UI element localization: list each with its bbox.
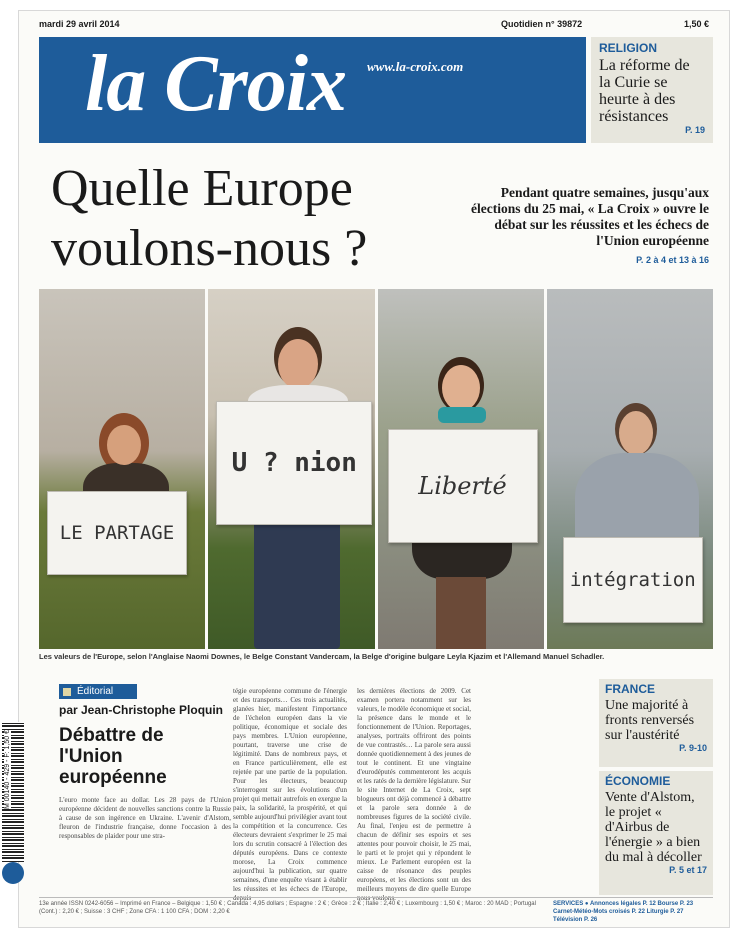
barcode-text: M 00140 - 429 - F: 1,50 € xyxy=(4,730,11,809)
footer-prices: 13e année ISSN 0242-6056 – Imprimé en France – Belgique : 1,50 € ; Canada : 4,95 dollars ; Espagne : 2 € ; Grèce : 2 € ; Italie : 2,40 € ; Luxembourg : 1,50 € ; Maroc : 20 MAD ; Portugal (Cont.) : 2,20 € ; Suisse : 3 CHF ; Zone CFA : 1 100 CFA ; DOM : 2,20 € xyxy=(39,901,536,915)
editorial-body: L'euro monte face au dollar. Les 28 pays de l'Union européenne décident de nouvelles sanctions contre la Russie à cause de son ingérence en Ukraine. L'avenir d'Alstom, fleuron de l'industrie française, donne l'occasion à des responsables de plaider pour une stra- xyxy=(59,796,231,840)
sign-text: intégration xyxy=(569,569,696,591)
france-page-ref: P. 9-10 xyxy=(679,743,707,753)
issue-number: Quotidien n° 39872 xyxy=(501,19,583,29)
headline-line-1: Quelle Europe xyxy=(51,160,353,217)
editorial-author: par Jean-Christophe Ploquin xyxy=(59,703,224,717)
sign-text: LE PARTAGE xyxy=(59,522,175,544)
economie-title: Vente d'Alstom, le projet « d'Airbus de l'énergie » a bien du mal à décoller xyxy=(605,790,702,865)
religion-page-ref: P. 19 xyxy=(685,125,705,135)
photo-naomi-downes xyxy=(39,289,205,649)
sign-card xyxy=(47,491,187,575)
france-title: Une majorité à fronts renversés sur l'austérité xyxy=(605,698,695,743)
website-url[interactable]: www.la-croix.com xyxy=(367,59,464,74)
headline-deck xyxy=(469,185,709,268)
sign-card xyxy=(216,401,372,525)
religion-title: La réforme de la Curie se heurte à des résistances xyxy=(599,57,690,125)
religion-teaser[interactable] xyxy=(591,37,713,143)
france-rubric: FRANCE xyxy=(605,682,655,696)
person-face xyxy=(278,339,318,389)
deck-text: Pendant quatre semaines, jusqu'aux élections du 25 mai, « La Croix » ouvre le débat sur les réussites et les échecs de l'Union européenne xyxy=(471,185,709,248)
deck-page-ref: P. 2 à 4 et 13 à 16 xyxy=(636,255,709,265)
editorial-title: Débattre de l'Union européenne xyxy=(59,725,167,788)
photo-caption: Les valeurs de l'Europe, selon l'Anglaise Naomi Downes, le Belge Constant Vandercam, la Belge d'origine bulgare Leyla Kjazim et l'Allemand Manuel Schadler. xyxy=(39,652,605,661)
editorial-column-3: les dernières élections de 2009. Cet examen portera notamment sur les valeurs, le modèle économique et social, la présence dans le monde et le fonctionnement de l'Union. Reportages, analyses, portraits offriront des points de vue contrastés… La parole sera aussi donnée quotidiennement à des jeunes de tout le continent. Et une vingtaine d'eurodéputés commenteront les acquis et les ratés de la dernière législature. Sur le site Internet de La Croix, sept blogueurs ont déjà commencé à débattre et la parole sera donnée à de nombreuses figures de la société civile. Au final, l'enjeu est de permettre à chacun de définir ses espoirs et ses attentes pour pouvoir choisir, le 25 mai, le parti et le projet qui y répondent le mieux. Le Parlement européen est la caisse de résonance des peuples européens, et les élections sont un des meilleurs moyens de dire quelle Europe nous voulons. xyxy=(357,687,471,902)
person-face xyxy=(107,425,141,465)
photo-constant-vandercam xyxy=(208,289,374,649)
sign-card xyxy=(388,429,538,543)
publisher-logo-icon xyxy=(2,862,24,884)
editorial[interactable] xyxy=(59,681,231,841)
footer-services: SERVICES ● Annonces légales P. 12 Bourse P. 23 Carnet-Météo-Mots croisés P. 22 Liturgie P. 27 Télévision P. 26 xyxy=(553,901,694,923)
economie-teaser[interactable] xyxy=(599,771,713,895)
footer xyxy=(39,897,713,921)
sign-text: U ? nion xyxy=(231,448,357,478)
top-line xyxy=(39,19,711,33)
person-face xyxy=(619,411,653,455)
sign-card xyxy=(563,537,703,623)
issue-date: mardi 29 avril 2014 xyxy=(39,19,120,29)
main-headline xyxy=(51,159,367,279)
photo-manuel-schadler xyxy=(547,289,713,649)
editorial-column-2: tégie européenne commune de l'énergie et des transports… Ces trois actualités, glanées hier, manifestent l'importance de l'échelon européen dans la vie politique, économique et sociale des pays membres. L'Union européenne, pourtant, traverse une crise de légitimité. Dans de nombreux pays, et en France particulièrement, elle est rejetée par une partie de la population. Pour les électeurs, beaucoup s'interrogent sur les évolutions d'un projet qui mettait autrefois en exergue la paix, la solidarité, la prospérité, et qui semble aujourd'hui privilégier avant tout la compétition et la concurrence. Ces électeurs devraient s'exprimer le 25 mai lors du scrutin consacré à l'élection des députés européens. Dans ce contexte morose, La Croix commence aujourd'hui la publication, sur quatre semaines, d'une enquête visant à établir les réussites et les échecs de l'Europe, depuis xyxy=(233,687,347,902)
economie-rubric: ÉCONOMIE xyxy=(605,774,671,788)
person-scarf xyxy=(438,407,486,423)
newspaper-logo: la Croix xyxy=(85,40,346,128)
economie-page-ref: P. 5 et 17 xyxy=(669,865,707,875)
photo-leyla-kjazim xyxy=(378,289,544,649)
person-trousers xyxy=(254,519,340,649)
france-teaser[interactable] xyxy=(599,679,713,767)
photo-strip xyxy=(39,289,713,649)
editorial-label: Éditorial xyxy=(59,684,137,699)
issue-price: 1,50 € xyxy=(683,19,709,29)
headline-line-2: voulons-nous ? xyxy=(51,220,368,277)
person-skirt xyxy=(412,539,512,579)
person-face xyxy=(442,365,480,411)
person-legs xyxy=(436,577,486,649)
religion-rubric: RELIGION xyxy=(599,41,658,55)
sign-text: Liberté xyxy=(418,472,507,500)
front-page xyxy=(18,10,730,928)
masthead xyxy=(39,37,586,143)
